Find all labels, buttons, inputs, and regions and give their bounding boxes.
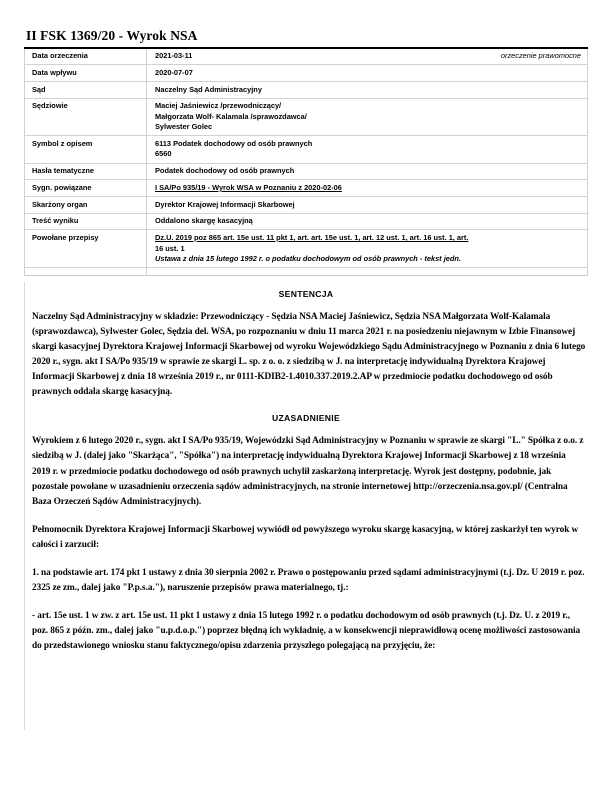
legal-provision-link[interactable]: Dz.U. 2019 poz 865 art. 15e ust. 11 pkt 1, art. art. 15e ust. 1, art. 12 ust. 1, art. 16 ust. 1, art.	[155, 232, 469, 242]
row-value	[147, 81, 588, 98]
table-row	[25, 136, 588, 163]
row-value-line: 2020-07-07	[155, 67, 193, 77]
table-row	[25, 81, 588, 98]
legal-provision-note: Ustawa z dnia 15 lutego 1992 r. o podatku dochodowym od osób prawnych - tekst jedn.	[155, 254, 461, 264]
row-value	[147, 48, 588, 65]
row-value-line: 2021-03-11	[155, 51, 193, 61]
row-label: Data orzeczenia	[25, 48, 147, 65]
page-title: II FSK 1369/20 - Wyrok NSA	[26, 28, 198, 43]
table-row	[25, 213, 588, 230]
row-value-line: Dyrektor Krajowej Informacji Skarbowej	[155, 199, 295, 209]
row-value-line: Małgorzata Wolf- Kalamala /sprawozdawca/	[155, 111, 307, 121]
row-value-line: 16 ust. 1	[155, 243, 185, 253]
page-gutter-rule	[24, 282, 25, 730]
table-spacer-cell-right	[147, 268, 588, 276]
table-row	[25, 163, 588, 180]
row-value	[147, 65, 588, 82]
row-value-line: 6560	[155, 149, 172, 159]
paragraph: Wyrokiem z 6 lutego 2020 r., sygn. akt I SA/Po 935/19, Wojewódzki Sąd Administracyjny w Poznaniu w sprawie ze skargi "L." Spółka z o.o. z siedzibą w J. (dalej jako "Skarżąca", "Spółka") na interpretację indywidualną Dyrektora Krajowej Informacji Skarbowej z 18 września 2019 r. w przedmiocie podatku dochodowego od osób prawnych uchylił zaskarżoną interpretację. Wyrok jest dostępny, podobnie, jak pozostałe powołane w uzasadnieniu orzeczenia sądów administracyjnych, na stronie internetowej http://orzeczenia.nsa.gov.pl/ (Centralna Baza Orzeczeń Sądów Administracyjnych).	[32, 436, 584, 507]
table-spacer-cell-left	[25, 268, 147, 276]
table-row	[25, 65, 588, 82]
related-case-link[interactable]: I SA/Po 935/19 - Wyrok WSA w Poznaniu z 2020-02-06	[155, 182, 342, 192]
sentencja-body	[24, 310, 588, 400]
row-value-line: 6113 Podatek dochodowy od osób prawnych	[155, 138, 313, 148]
table-row	[25, 98, 588, 136]
row-label: Skarżony organ	[25, 196, 147, 213]
table-spacer-row	[25, 268, 588, 276]
row-value	[147, 98, 588, 136]
metadata-table-body	[25, 48, 588, 276]
uzasadnienie-body	[24, 434, 588, 654]
table-row	[25, 230, 588, 268]
row-label: Powołane przepisy	[25, 230, 147, 268]
status-badge: orzeczenie prawomocne	[500, 51, 581, 61]
row-label: Sędziowie	[25, 98, 147, 136]
paragraph: Naczelny Sąd Administracyjny w składzie: Przewodniczący - Sędzia NSA Maciej Jaśniewicz, Sędzia NSA Małgorzata Wolf-Kalamala (sprawozdawca), Sylwester Golec, Sędzia del. WSA, po rozpoznaniu w dniu 11 marca 2021 r. na posiedzeniu niejawnym w Izbie Finansowej skargi kasacyjnej Dyrektora Krajowej Informacji Skarbowej od wyroku Wojewódzkiego Sądu Administracyjnego w Poznaniu z dnia 6 lutego 2020 r., sygn. akt I SA/Po 935/19 w sprawie ze skargi L. sp. z o. o. z siedzibą w J. na interpretację indywidualną Dyrektora Krajowej Informacji Skarbowej z dnia 18 września 2019 r., nr 0111-KDIB2-1.4010.337.2019.2.AP w przedmiocie podatku dochodowego od osób prawnych oddala skargę kasacyjną.	[32, 312, 586, 398]
row-value	[147, 213, 588, 230]
row-value	[147, 180, 588, 197]
section-heading-sentencja: SENTENCJA	[278, 289, 334, 300]
row-value-line: Naczelny Sąd Administracyjny	[155, 84, 262, 94]
table-row	[25, 48, 588, 65]
row-value	[147, 136, 588, 163]
row-value	[147, 163, 588, 180]
table-row	[25, 180, 588, 197]
section-heading-uzasadnienie: UZASADNIENIE	[271, 413, 341, 424]
row-value-line: Sylwester Golec	[155, 122, 213, 132]
row-label: Treść wyniku	[25, 213, 147, 230]
row-label: Sąd	[25, 81, 147, 98]
row-value-line: Oddalono skargę kasacyjną	[155, 216, 253, 226]
paragraph: Pełnomocnik Dyrektora Krajowej Informacji Skarbowej wywiódł od powyższego wyroku skargę kasacyjną, w której zaskarżył ten wyrok w całości i zarzucił:	[32, 524, 579, 550]
row-value	[147, 230, 588, 268]
table-row	[25, 196, 588, 213]
row-label: Hasła tematyczne	[25, 163, 147, 180]
row-value-line: Maciej Jaśniewicz /przewodniczący/	[155, 101, 282, 111]
paragraph: 1. na podstawie art. 174 pkt 1 ustawy z dnia 30 sierpnia 2002 r. Prawo o postępowaniu przed sądami administracyjnymi (t.j. Dz. U 2019 r. poz. 2325 ze zm., dalej jako "P.p.s.a."), naruszenie przepisów prawa materialnego, tj.:	[32, 567, 585, 593]
row-label: Data wpływu	[25, 65, 147, 82]
paragraph: - art. 15e ust. 1 w zw. z art. 15e ust. 11 pkt 1 ustawy z dnia 15 lutego 1992 r. o podatku dochodowym od osób prawnych (t.j. Dz. U. z 2019 r., poz. 865 z późn. zm., dalej jako "u.p.d.o.p.") poprzez błędną ich wykładnię, a w konsekwencji nieprawidłową ocenę możliwości zastosowania do przedstawionego wniosku stanu faktycznego/opisu zdarzenia przyszłego polegającą na przyjęciu, że:	[32, 610, 581, 651]
row-value-line: Podatek dochodowy od osób prawnych	[155, 166, 295, 176]
metadata-table	[24, 47, 588, 277]
row-value	[147, 196, 588, 213]
row-label: Symbol z opisem	[25, 136, 147, 163]
row-label: Sygn. powiązane	[25, 180, 147, 197]
